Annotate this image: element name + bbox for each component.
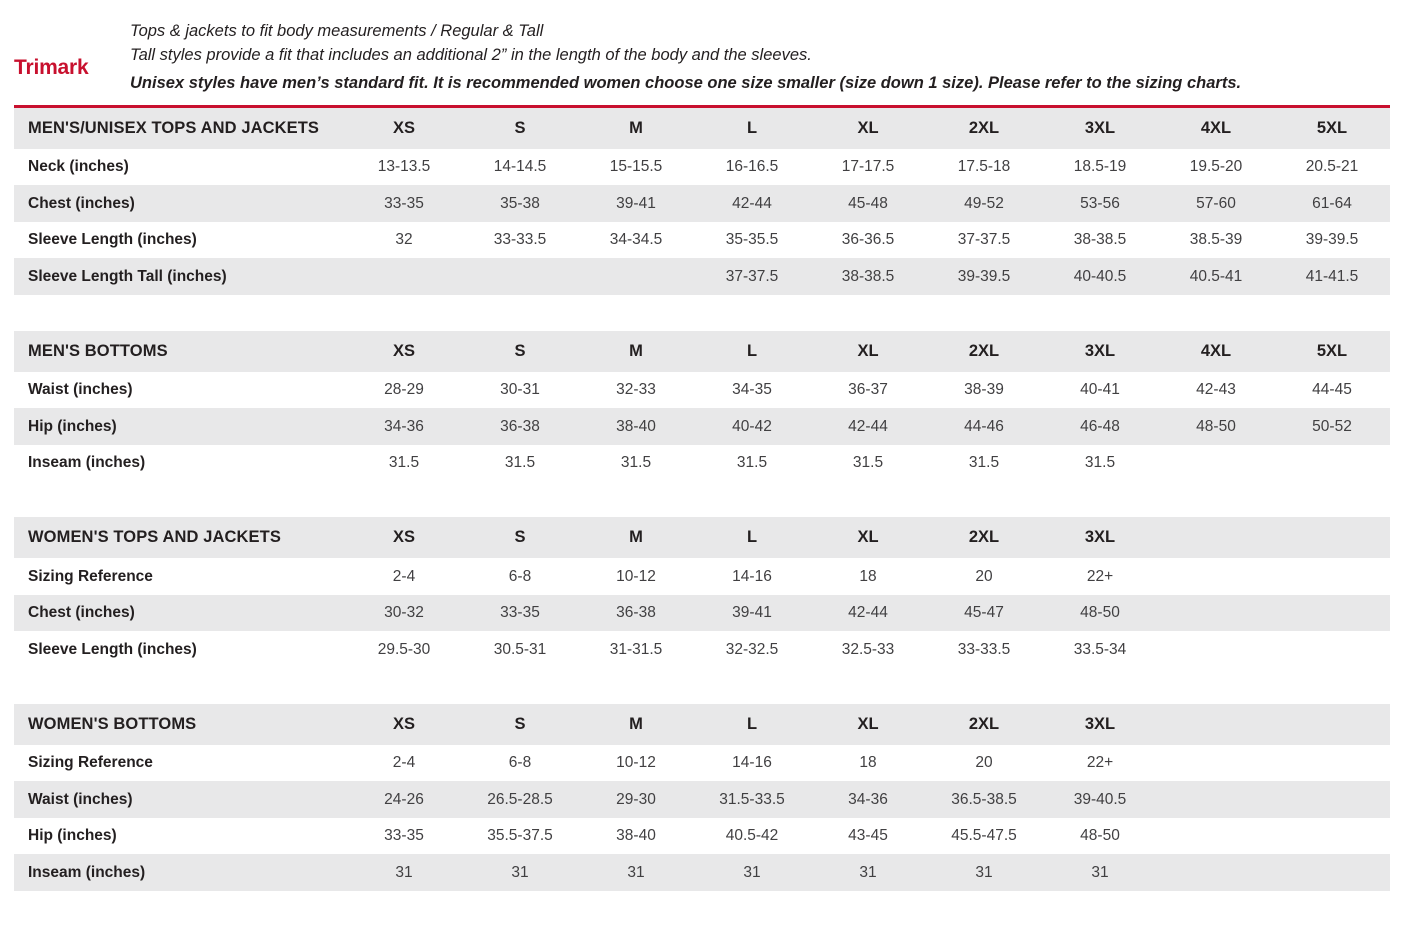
measurement-cell: 48-50 [1158,408,1274,445]
measurement-cell: 31 [578,854,694,891]
table-row [14,222,1390,259]
measurement-cell [1158,631,1274,668]
table-row [14,631,1390,668]
column-header-size: S [462,108,578,149]
table-row [14,854,1390,891]
column-header-size: M [578,108,694,149]
table-title: MEN'S BOTTOMS [14,331,346,372]
measurement-cell: 14-14.5 [462,149,578,186]
column-header-size: L [694,704,810,745]
column-header-size: XS [346,108,462,149]
table-header-row [14,517,1390,558]
measurement-cell [1158,781,1274,818]
measurement-cell: 41-41.5 [1274,258,1390,295]
measurement-cell: 19.5-20 [1158,149,1274,186]
measurement-cell [1158,745,1274,782]
measurement-cell [1158,818,1274,855]
measurement-cell: 10-12 [578,745,694,782]
size-tables-container [0,108,1404,891]
table-row [14,595,1390,632]
column-header-size: 4XL [1158,331,1274,372]
measurement-cell: 39-40.5 [1042,781,1158,818]
row-label: Inseam (inches) [14,445,346,482]
measurement-cell: 39-39.5 [926,258,1042,295]
measurement-cell: 53-56 [1042,185,1158,222]
measurement-cell: 31.5 [462,445,578,482]
measurement-cell: 36-38 [578,595,694,632]
measurement-cell: 31 [810,854,926,891]
measurement-cell: 33-35 [346,818,462,855]
measurement-cell: 35.5-37.5 [462,818,578,855]
row-label: Hip (inches) [14,818,346,855]
measurement-cell: 38-39 [926,372,1042,409]
measurement-cell: 33-33.5 [462,222,578,259]
measurement-cell: 31 [462,854,578,891]
measurement-cell: 10-12 [578,558,694,595]
measurement-cell: 31.5 [1042,445,1158,482]
measurement-cell: 22+ [1042,745,1158,782]
measurement-cell: 45-48 [810,185,926,222]
measurement-cell: 32.5-33 [810,631,926,668]
measurement-cell: 18.5-19 [1042,149,1158,186]
measurement-cell: 49-52 [926,185,1042,222]
row-label: Waist (inches) [14,781,346,818]
measurement-cell [1274,854,1390,891]
measurement-cell [578,258,694,295]
measurement-cell: 34-36 [810,781,926,818]
column-header-size: 2XL [926,108,1042,149]
measurement-cell: 36.5-38.5 [926,781,1042,818]
column-header-empty [1274,704,1390,745]
header-note-line-2: Tall styles provide a fit that includes an additional 2” in the length of the body and the sleeves. [130,45,812,64]
measurement-cell: 48-50 [1042,818,1158,855]
measurement-cell: 18 [810,745,926,782]
column-header-size: S [462,517,578,558]
measurement-cell [1158,854,1274,891]
column-header-size: S [462,331,578,372]
measurement-cell: 22+ [1042,558,1158,595]
measurement-cell: 44-46 [926,408,1042,445]
table-header-row [14,331,1390,372]
table-title: WOMEN'S BOTTOMS [14,704,346,745]
table-row [14,408,1390,445]
row-label: Sleeve Length (inches) [14,222,346,259]
measurement-cell [1158,558,1274,595]
measurement-cell: 40-40.5 [1042,258,1158,295]
measurement-cell: 32-32.5 [694,631,810,668]
measurement-cell: 31.5 [578,445,694,482]
table-row [14,185,1390,222]
table-row [14,445,1390,482]
measurement-cell: 31 [1042,854,1158,891]
table-row [14,558,1390,595]
measurement-cell: 44-45 [1274,372,1390,409]
column-header-size: 3XL [1042,517,1158,558]
header-note-line-3: Unisex styles have men’s standard fit. It is recommended women choose one size smaller (size down 1 size). Please refer to the sizing charts. [130,73,1242,92]
measurement-cell: 32-33 [578,372,694,409]
measurement-cell: 31.5 [926,445,1042,482]
measurement-cell: 24-26 [346,781,462,818]
column-header-size: 3XL [1042,331,1158,372]
measurement-cell: 35-35.5 [694,222,810,259]
measurement-cell [346,258,462,295]
column-header-size: 3XL [1042,108,1158,149]
measurement-cell: 35-38 [462,185,578,222]
measurement-cell: 20.5-21 [1274,149,1390,186]
column-header-empty [1158,704,1274,745]
row-label: Inseam (inches) [14,854,346,891]
column-header-size: 5XL [1274,331,1390,372]
measurement-cell: 29.5-30 [346,631,462,668]
measurement-cell: 42-43 [1158,372,1274,409]
measurement-cell: 2-4 [346,745,462,782]
measurement-cell: 40.5-41 [1158,258,1274,295]
measurement-cell: 34-34.5 [578,222,694,259]
measurement-cell: 33.5-34 [1042,631,1158,668]
column-header-size: L [694,331,810,372]
measurement-cell [1274,445,1390,482]
measurement-cell: 30.5-31 [462,631,578,668]
measurement-cell: 32 [346,222,462,259]
column-header-empty [1274,517,1390,558]
column-header-size: XL [810,704,926,745]
measurement-cell: 38-40 [578,818,694,855]
row-label: Hip (inches) [14,408,346,445]
measurement-cell: 50-52 [1274,408,1390,445]
row-label: Neck (inches) [14,149,346,186]
column-header-size: L [694,108,810,149]
table-title: WOMEN'S TOPS AND JACKETS [14,517,346,558]
row-label: Sleeve Length (inches) [14,631,346,668]
measurement-cell: 42-44 [810,408,926,445]
section-gap [0,295,1404,331]
measurement-cell: 42-44 [810,595,926,632]
measurement-cell: 15-15.5 [578,149,694,186]
measurement-cell: 39-41 [578,185,694,222]
column-header-size: L [694,517,810,558]
measurement-cell: 38-38.5 [810,258,926,295]
measurement-cell [1158,595,1274,632]
table-row [14,258,1390,295]
measurement-cell: 57-60 [1158,185,1274,222]
column-header-size: 3XL [1042,704,1158,745]
measurement-cell: 42-44 [694,185,810,222]
header-note-block [130,16,1404,96]
measurement-cell [1274,745,1390,782]
column-header-size: XL [810,517,926,558]
measurement-cell: 38-38.5 [1042,222,1158,259]
measurement-cell [1274,631,1390,668]
measurement-cell: 2-4 [346,558,462,595]
size-table [14,704,1390,891]
column-header-size: XL [810,331,926,372]
measurement-cell [1274,595,1390,632]
measurement-cell: 31.5 [346,445,462,482]
measurement-cell: 28-29 [346,372,462,409]
measurement-cell: 30-31 [462,372,578,409]
section-gap [0,481,1404,517]
measurement-cell: 38.5-39 [1158,222,1274,259]
measurement-cell: 31 [926,854,1042,891]
measurement-cell: 26.5-28.5 [462,781,578,818]
measurement-cell: 34-35 [694,372,810,409]
measurement-cell: 17-17.5 [810,149,926,186]
measurement-cell: 33-35 [462,595,578,632]
measurement-cell: 37-37.5 [926,222,1042,259]
measurement-cell: 14-16 [694,558,810,595]
measurement-cell: 38-40 [578,408,694,445]
measurement-cell: 37-37.5 [694,258,810,295]
brand-logo: Trimark [14,56,89,79]
table-row [14,818,1390,855]
measurement-cell: 61-64 [1274,185,1390,222]
measurement-cell: 40-41 [1042,372,1158,409]
measurement-cell: 39-39.5 [1274,222,1390,259]
table-title: MEN'S/UNISEX TOPS AND JACKETS [14,108,346,149]
measurement-cell: 31 [694,854,810,891]
measurement-cell [462,258,578,295]
measurement-cell: 33-33.5 [926,631,1042,668]
measurement-cell: 20 [926,745,1042,782]
measurement-cell: 40-42 [694,408,810,445]
column-header-size: M [578,704,694,745]
column-header-size: XL [810,108,926,149]
measurement-cell: 31-31.5 [578,631,694,668]
measurement-cell: 45.5-47.5 [926,818,1042,855]
column-header-size: 2XL [926,331,1042,372]
measurement-cell: 36-36.5 [810,222,926,259]
column-header-size: 5XL [1274,108,1390,149]
table-row [14,372,1390,409]
size-table [14,108,1390,295]
section-gap [0,668,1404,704]
column-header-size: XS [346,704,462,745]
measurement-cell: 17.5-18 [926,149,1042,186]
measurement-cell: 20 [926,558,1042,595]
measurement-cell: 43-45 [810,818,926,855]
measurement-cell: 39-41 [694,595,810,632]
table-row [14,781,1390,818]
column-header-size: XS [346,517,462,558]
table-row [14,745,1390,782]
size-table [14,331,1390,482]
column-header-size: 2XL [926,517,1042,558]
measurement-cell: 34-36 [346,408,462,445]
measurement-cell [1274,781,1390,818]
measurement-cell: 46-48 [1042,408,1158,445]
measurement-cell [1158,445,1274,482]
measurement-cell: 31.5 [694,445,810,482]
table-header-row [14,704,1390,745]
column-header-size: S [462,704,578,745]
measurement-cell: 18 [810,558,926,595]
row-label: Sizing Reference [14,558,346,595]
measurement-cell: 31.5-33.5 [694,781,810,818]
measurement-cell: 31 [346,854,462,891]
table-header-row [14,108,1390,149]
document-header [0,0,1404,96]
column-header-size: 2XL [926,704,1042,745]
measurement-cell: 33-35 [346,185,462,222]
measurement-cell: 31.5 [810,445,926,482]
measurement-cell: 16-16.5 [694,149,810,186]
column-header-size: XS [346,331,462,372]
measurement-cell: 45-47 [926,595,1042,632]
row-label: Chest (inches) [14,595,346,632]
row-label: Waist (inches) [14,372,346,409]
row-label: Sleeve Length Tall (inches) [14,258,346,295]
column-header-empty [1158,517,1274,558]
column-header-size: 4XL [1158,108,1274,149]
size-table [14,517,1390,668]
row-label: Chest (inches) [14,185,346,222]
measurement-cell: 36-37 [810,372,926,409]
row-label: Sizing Reference [14,745,346,782]
measurement-cell: 48-50 [1042,595,1158,632]
measurement-cell: 30-32 [346,595,462,632]
measurement-cell: 13-13.5 [346,149,462,186]
table-row [14,149,1390,186]
column-header-size: M [578,331,694,372]
measurement-cell: 6-8 [462,745,578,782]
measurement-cell [1274,818,1390,855]
measurement-cell [1274,558,1390,595]
measurement-cell: 36-38 [462,408,578,445]
measurement-cell: 6-8 [462,558,578,595]
measurement-cell: 14-16 [694,745,810,782]
measurement-cell: 29-30 [578,781,694,818]
measurement-cell: 40.5-42 [694,818,810,855]
column-header-size: M [578,517,694,558]
header-note-line-1: Tops & jackets to fit body measurements / Regular & Tall [130,22,544,40]
